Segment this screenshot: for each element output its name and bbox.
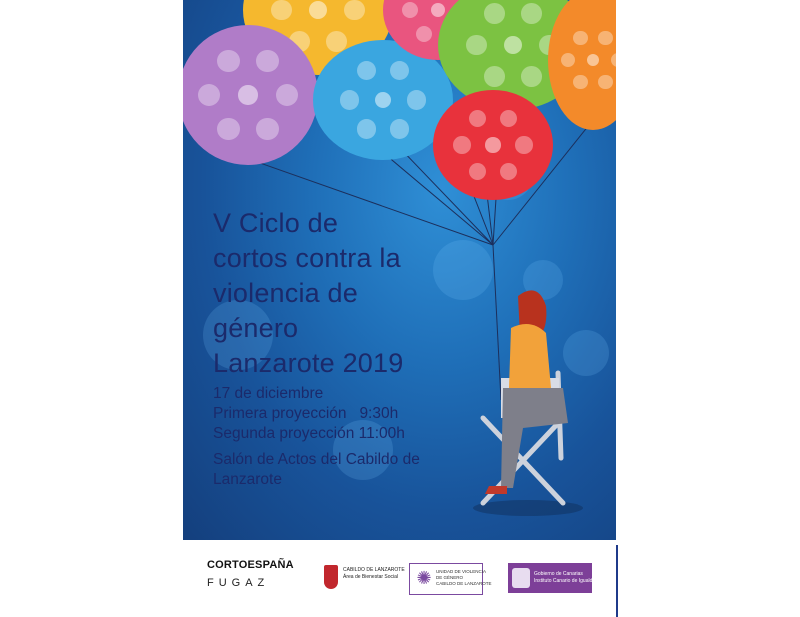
event-date: 17 de diciembre — [213, 385, 324, 402]
reel-hole — [256, 118, 278, 140]
reel-hole — [466, 35, 487, 56]
poster — [183, 0, 616, 540]
reel-hole — [217, 118, 239, 140]
logo-text: Gobierno de Canarias — [534, 571, 583, 577]
logo-text: CABILDO DE LANZAROTE — [343, 567, 405, 573]
star-emblem-icon: ✺ — [416, 568, 432, 589]
reel-hole — [500, 163, 518, 181]
reel-hole — [217, 50, 239, 72]
reel-hole — [390, 61, 409, 80]
coat-of-arms-icon — [324, 565, 338, 589]
seated-woman-illustration — [463, 278, 593, 518]
second-screening: Segunda proyección 11:00h — [213, 425, 405, 442]
reel-hole — [521, 66, 542, 87]
logo-text: Instituto Canario de Igualdad — [534, 578, 598, 584]
sponsor-footer — [183, 545, 616, 617]
poster-title — [213, 206, 473, 381]
reel-hub — [431, 3, 445, 17]
government-seal-icon — [512, 568, 530, 588]
reel-hub — [309, 1, 327, 19]
reel-hub — [375, 92, 392, 109]
reel-hole — [598, 75, 612, 89]
title-line: violencia de — [213, 278, 358, 308]
film-reel-icon — [183, 25, 318, 165]
reel-hole — [500, 110, 518, 128]
reel-hole — [271, 0, 292, 20]
reel-hole — [573, 31, 587, 45]
logo-text: Área de Bienestar Social — [343, 574, 399, 580]
reel-hub — [587, 54, 600, 67]
reel-hole — [521, 3, 542, 24]
divider — [616, 545, 618, 617]
unidad-violencia-genero-logo — [409, 563, 492, 595]
logo-text: DE GÉNERO — [436, 575, 464, 580]
reel-hole — [344, 0, 365, 20]
reel-hub — [485, 137, 500, 152]
event-info — [213, 384, 463, 490]
logo-text: UNIDAD DE VIOLENCIA — [436, 569, 487, 574]
logo-text: CABILDO DE LANZAROTE — [436, 581, 492, 586]
reel-hole — [357, 61, 376, 80]
title-line: género — [213, 313, 299, 343]
reel-hole — [416, 26, 432, 42]
cabildo-lanzarote-logo — [324, 563, 404, 597]
reel-hole — [469, 110, 487, 128]
reel-hole — [402, 2, 418, 18]
first-screening: Primera proyección 9:30h — [213, 405, 399, 422]
reel-hole — [469, 163, 487, 181]
reel-hub — [238, 85, 258, 105]
title-line: V Ciclo de — [213, 208, 339, 238]
logo-text: CORTOESPAÑA — [207, 559, 294, 571]
reel-hole — [515, 136, 533, 154]
venue-line: Lanzarote — [213, 471, 282, 488]
gobierno-canarias-logo — [508, 563, 598, 593]
reel-hole — [453, 136, 471, 154]
logo-text: FUGAZ — [207, 577, 270, 589]
reel-hole — [357, 119, 376, 138]
reel-hole — [256, 50, 278, 72]
reel-hole — [573, 75, 587, 89]
reel-hub — [504, 36, 522, 54]
reel-hole — [276, 84, 298, 106]
reel-hole — [407, 90, 426, 109]
title-line: Lanzarote 2019 — [213, 348, 404, 378]
cortoespana-fugaz-logo — [207, 559, 303, 599]
venue-line: Salón de Actos del Cabildo de — [213, 451, 420, 468]
reel-hole — [561, 53, 575, 67]
reel-hole — [598, 31, 612, 45]
reel-hole — [340, 90, 359, 109]
film-reel-icon — [433, 90, 553, 200]
reel-hole — [326, 31, 347, 52]
title-line: cortos contra la — [213, 243, 401, 273]
reel-hole — [390, 119, 409, 138]
reel-hole — [484, 3, 505, 24]
reel-hole — [198, 84, 220, 106]
reel-hole — [611, 53, 616, 67]
reel-hole — [484, 66, 505, 87]
